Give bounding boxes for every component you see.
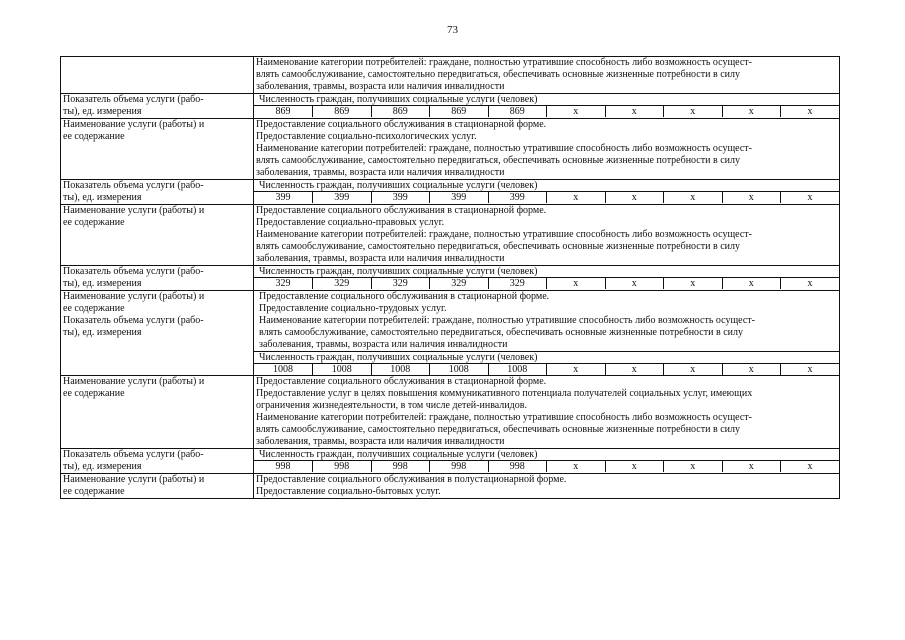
content-line: Наименование категории потребителей: граждане, полностью утратившие способность либо возможность осущест- xyxy=(256,143,752,154)
value-cell: x xyxy=(605,364,664,376)
values-row xyxy=(254,363,839,375)
value-cell: 1008 xyxy=(313,364,372,376)
label-line: ты), ед. измерения xyxy=(63,461,142,472)
label-line: ты), ед. измерения xyxy=(63,327,142,338)
content-line: Предоставление социального обслуживания в стационарной форме. xyxy=(256,119,547,130)
label-line: ты), ед. измерения xyxy=(63,278,142,289)
table-row xyxy=(61,94,840,119)
value-cell: 998 xyxy=(371,461,430,473)
page-number: 73 xyxy=(447,24,458,36)
label-line: ее содержание xyxy=(63,131,125,142)
value-cell: x xyxy=(781,192,840,204)
measure-header: Численность граждан, получивших социальные услуги (человек) xyxy=(259,449,538,460)
value-cell: x xyxy=(722,106,781,118)
value-cell: 869 xyxy=(254,106,313,118)
value-cell: 329 xyxy=(488,278,547,290)
value-cell: x xyxy=(605,106,664,118)
label-line: ты), ед. измерения xyxy=(63,106,142,117)
content-line: Предоставление услуг в целях повышения коммуникативного потенциала получателей социальных услуг, имеющих xyxy=(256,388,753,399)
row-measure xyxy=(254,180,840,205)
value-cell: 329 xyxy=(254,278,313,290)
label-line: Показатель объема услуги (рабо- xyxy=(63,94,204,105)
row-content xyxy=(254,119,840,180)
content-line: заболевания, травмы, возраста или наличия инвалидности xyxy=(256,436,505,447)
label-line: Показатель объема услуги (рабо- xyxy=(63,315,204,326)
label-line: Наименование услуги (работы) и xyxy=(63,474,205,485)
value-cell: x xyxy=(605,278,664,290)
value-cell: x xyxy=(722,192,781,204)
content-line: Предоставление социально-бытовых услуг. xyxy=(256,486,441,497)
value-cell: 399 xyxy=(430,192,489,204)
value-cell: 1008 xyxy=(430,364,489,376)
value-cell: x xyxy=(722,278,781,290)
value-cell: x xyxy=(722,461,781,473)
row-content xyxy=(254,291,840,376)
values-row xyxy=(254,191,839,203)
content-line: Наименование категории потребителей: граждане, полностью утратившие способность либо возможность осущест- xyxy=(256,229,752,240)
value-cell: 998 xyxy=(254,461,313,473)
value-cell: 869 xyxy=(488,106,547,118)
value-cell: 869 xyxy=(371,106,430,118)
table-row xyxy=(61,57,840,94)
value-cell: x xyxy=(605,192,664,204)
row-label xyxy=(61,376,254,449)
measure-header: Численность граждан, получивших социальные услуги (человек) xyxy=(259,352,538,363)
value-cell: 869 xyxy=(430,106,489,118)
label-line: Показатель объема услуги (рабо- xyxy=(63,449,204,460)
value-cell: x xyxy=(664,461,723,473)
content-line: заболевания, травмы, возраста или наличия инвалидности xyxy=(256,253,505,264)
content-line: Предоставление социального обслуживания в стационарной форме. xyxy=(256,205,547,216)
row-label xyxy=(61,57,254,94)
value-cell: 998 xyxy=(430,461,489,473)
label-line: Наименование услуги (работы) и xyxy=(63,205,205,216)
value-cell: 1008 xyxy=(254,364,313,376)
content-line: Предоставление социального обслуживания в полустационарной форме. xyxy=(256,474,567,485)
value-cell: 329 xyxy=(371,278,430,290)
content-line: заболевания, травмы, возраста или наличия инвалидности xyxy=(259,339,508,350)
row-measure xyxy=(254,94,840,119)
value-cell: x xyxy=(664,364,723,376)
label-line: ее содержание xyxy=(63,303,125,314)
measure-header: Численность граждан, получивших социальные услуги (человек) xyxy=(259,180,538,191)
value-cell: x xyxy=(722,364,781,376)
value-cell: 399 xyxy=(488,192,547,204)
measure-header: Численность граждан, получивших социальные услуги (человек) xyxy=(259,266,538,277)
label-line: Наименование услуги (работы) и xyxy=(63,376,205,387)
row-label xyxy=(61,291,254,376)
value-cell: x xyxy=(781,278,840,290)
label-line: Показатель объема услуги (рабо- xyxy=(63,266,204,277)
content-line: Предоставление социального обслуживания в стационарной форме. xyxy=(256,376,547,387)
label-line: ее содержание xyxy=(63,217,125,228)
content-line: Предоставление социально-психологических услуг. xyxy=(256,131,477,142)
value-cell: x xyxy=(547,278,606,290)
values-row xyxy=(254,277,839,289)
row-label xyxy=(61,266,254,291)
table-row xyxy=(61,205,840,266)
table-row xyxy=(61,291,840,376)
row-label xyxy=(61,94,254,119)
content-line: влять самообслуживание, самостоятельно передвигаться, обеспечивать основные жизненные потребности в силу xyxy=(256,241,740,252)
measure-header: Численность граждан, получивших социальные услуги (человек) xyxy=(259,94,538,105)
row-measure xyxy=(254,449,840,474)
content-line: заболевания, травмы, возраста или наличия инвалидности xyxy=(256,167,505,178)
values-row xyxy=(254,105,839,117)
value-cell: 399 xyxy=(254,192,313,204)
content-line: Предоставление социально-трудовых услуг. xyxy=(259,303,447,314)
row-measure xyxy=(254,266,840,291)
row-content xyxy=(254,376,840,449)
content-line: влять самообслуживание, самостоятельно передвигаться, обеспечивать основные жизненные потребности в силу xyxy=(256,69,740,80)
row-label xyxy=(61,180,254,205)
value-cell: x xyxy=(664,192,723,204)
row-content xyxy=(254,57,840,94)
values-row xyxy=(254,460,839,472)
table-row xyxy=(61,180,840,205)
table-row xyxy=(61,474,840,499)
row-label xyxy=(61,474,254,499)
content-line: влять самообслуживание, самостоятельно передвигаться, обеспечивать основные жизненные потребности в силу xyxy=(256,424,740,435)
value-cell: x xyxy=(547,461,606,473)
label-line: Наименование услуги (работы) и xyxy=(63,119,205,130)
value-cell: x xyxy=(547,106,606,118)
content-line: Предоставление социального обслуживания в стационарной форме. xyxy=(259,291,550,302)
content-line: ограничения жизнедеятельности, в том числе детей-инвалидов. xyxy=(256,400,527,411)
value-cell: 998 xyxy=(313,461,372,473)
content-line: влять самообслуживание, самостоятельно передвигаться, обеспечивать основные жизненные потребности в силу xyxy=(256,155,740,166)
content-line: влять самообслуживание, самостоятельно передвигаться, обеспечивать основные жизненные потребности в силу xyxy=(259,327,743,338)
row-label xyxy=(61,449,254,474)
value-cell: x xyxy=(664,278,723,290)
value-cell: x xyxy=(547,364,606,376)
content-line: Наименование категории потребителей: граждане, полностью утратившие способность либо возможность осущест- xyxy=(256,412,752,423)
services-table xyxy=(60,56,840,499)
value-cell: 1008 xyxy=(488,364,547,376)
value-cell: x xyxy=(781,106,840,118)
value-cell: 1008 xyxy=(371,364,430,376)
label-line: Показатель объема услуги (рабо- xyxy=(63,180,204,191)
value-cell: x xyxy=(664,106,723,118)
content-line: Предоставление социально-правовых услуг. xyxy=(256,217,445,228)
content-line: Наименование категории потребителей: граждане, полностью утратившие способность либо возможность осущест- xyxy=(256,57,752,68)
value-cell: x xyxy=(605,461,664,473)
row-label xyxy=(61,205,254,266)
value-cell: x xyxy=(781,364,840,376)
row-label xyxy=(61,119,254,180)
value-cell: 329 xyxy=(313,278,372,290)
value-cell: 869 xyxy=(313,106,372,118)
label-line: ты), ед. измерения xyxy=(63,192,142,203)
value-cell: x xyxy=(781,461,840,473)
row-content xyxy=(254,474,840,499)
label-line: ее содержание xyxy=(63,388,125,399)
label-line: ее содержание xyxy=(63,486,125,497)
content-line: заболевания, травмы, возраста или наличия инвалидности xyxy=(256,81,505,92)
value-cell: 399 xyxy=(313,192,372,204)
label-line: Наименование услуги (работы) и xyxy=(63,291,205,302)
table-row xyxy=(61,266,840,291)
table-row xyxy=(61,376,840,449)
value-cell: 399 xyxy=(371,192,430,204)
value-cell: 329 xyxy=(430,278,489,290)
content-line: Наименование категории потребителей: граждане, полностью утратившие способность либо возможность осущест- xyxy=(259,315,755,326)
table-row xyxy=(61,119,840,180)
value-cell: 998 xyxy=(488,461,547,473)
value-cell: x xyxy=(547,192,606,204)
table-row xyxy=(61,449,840,474)
row-content xyxy=(254,205,840,266)
